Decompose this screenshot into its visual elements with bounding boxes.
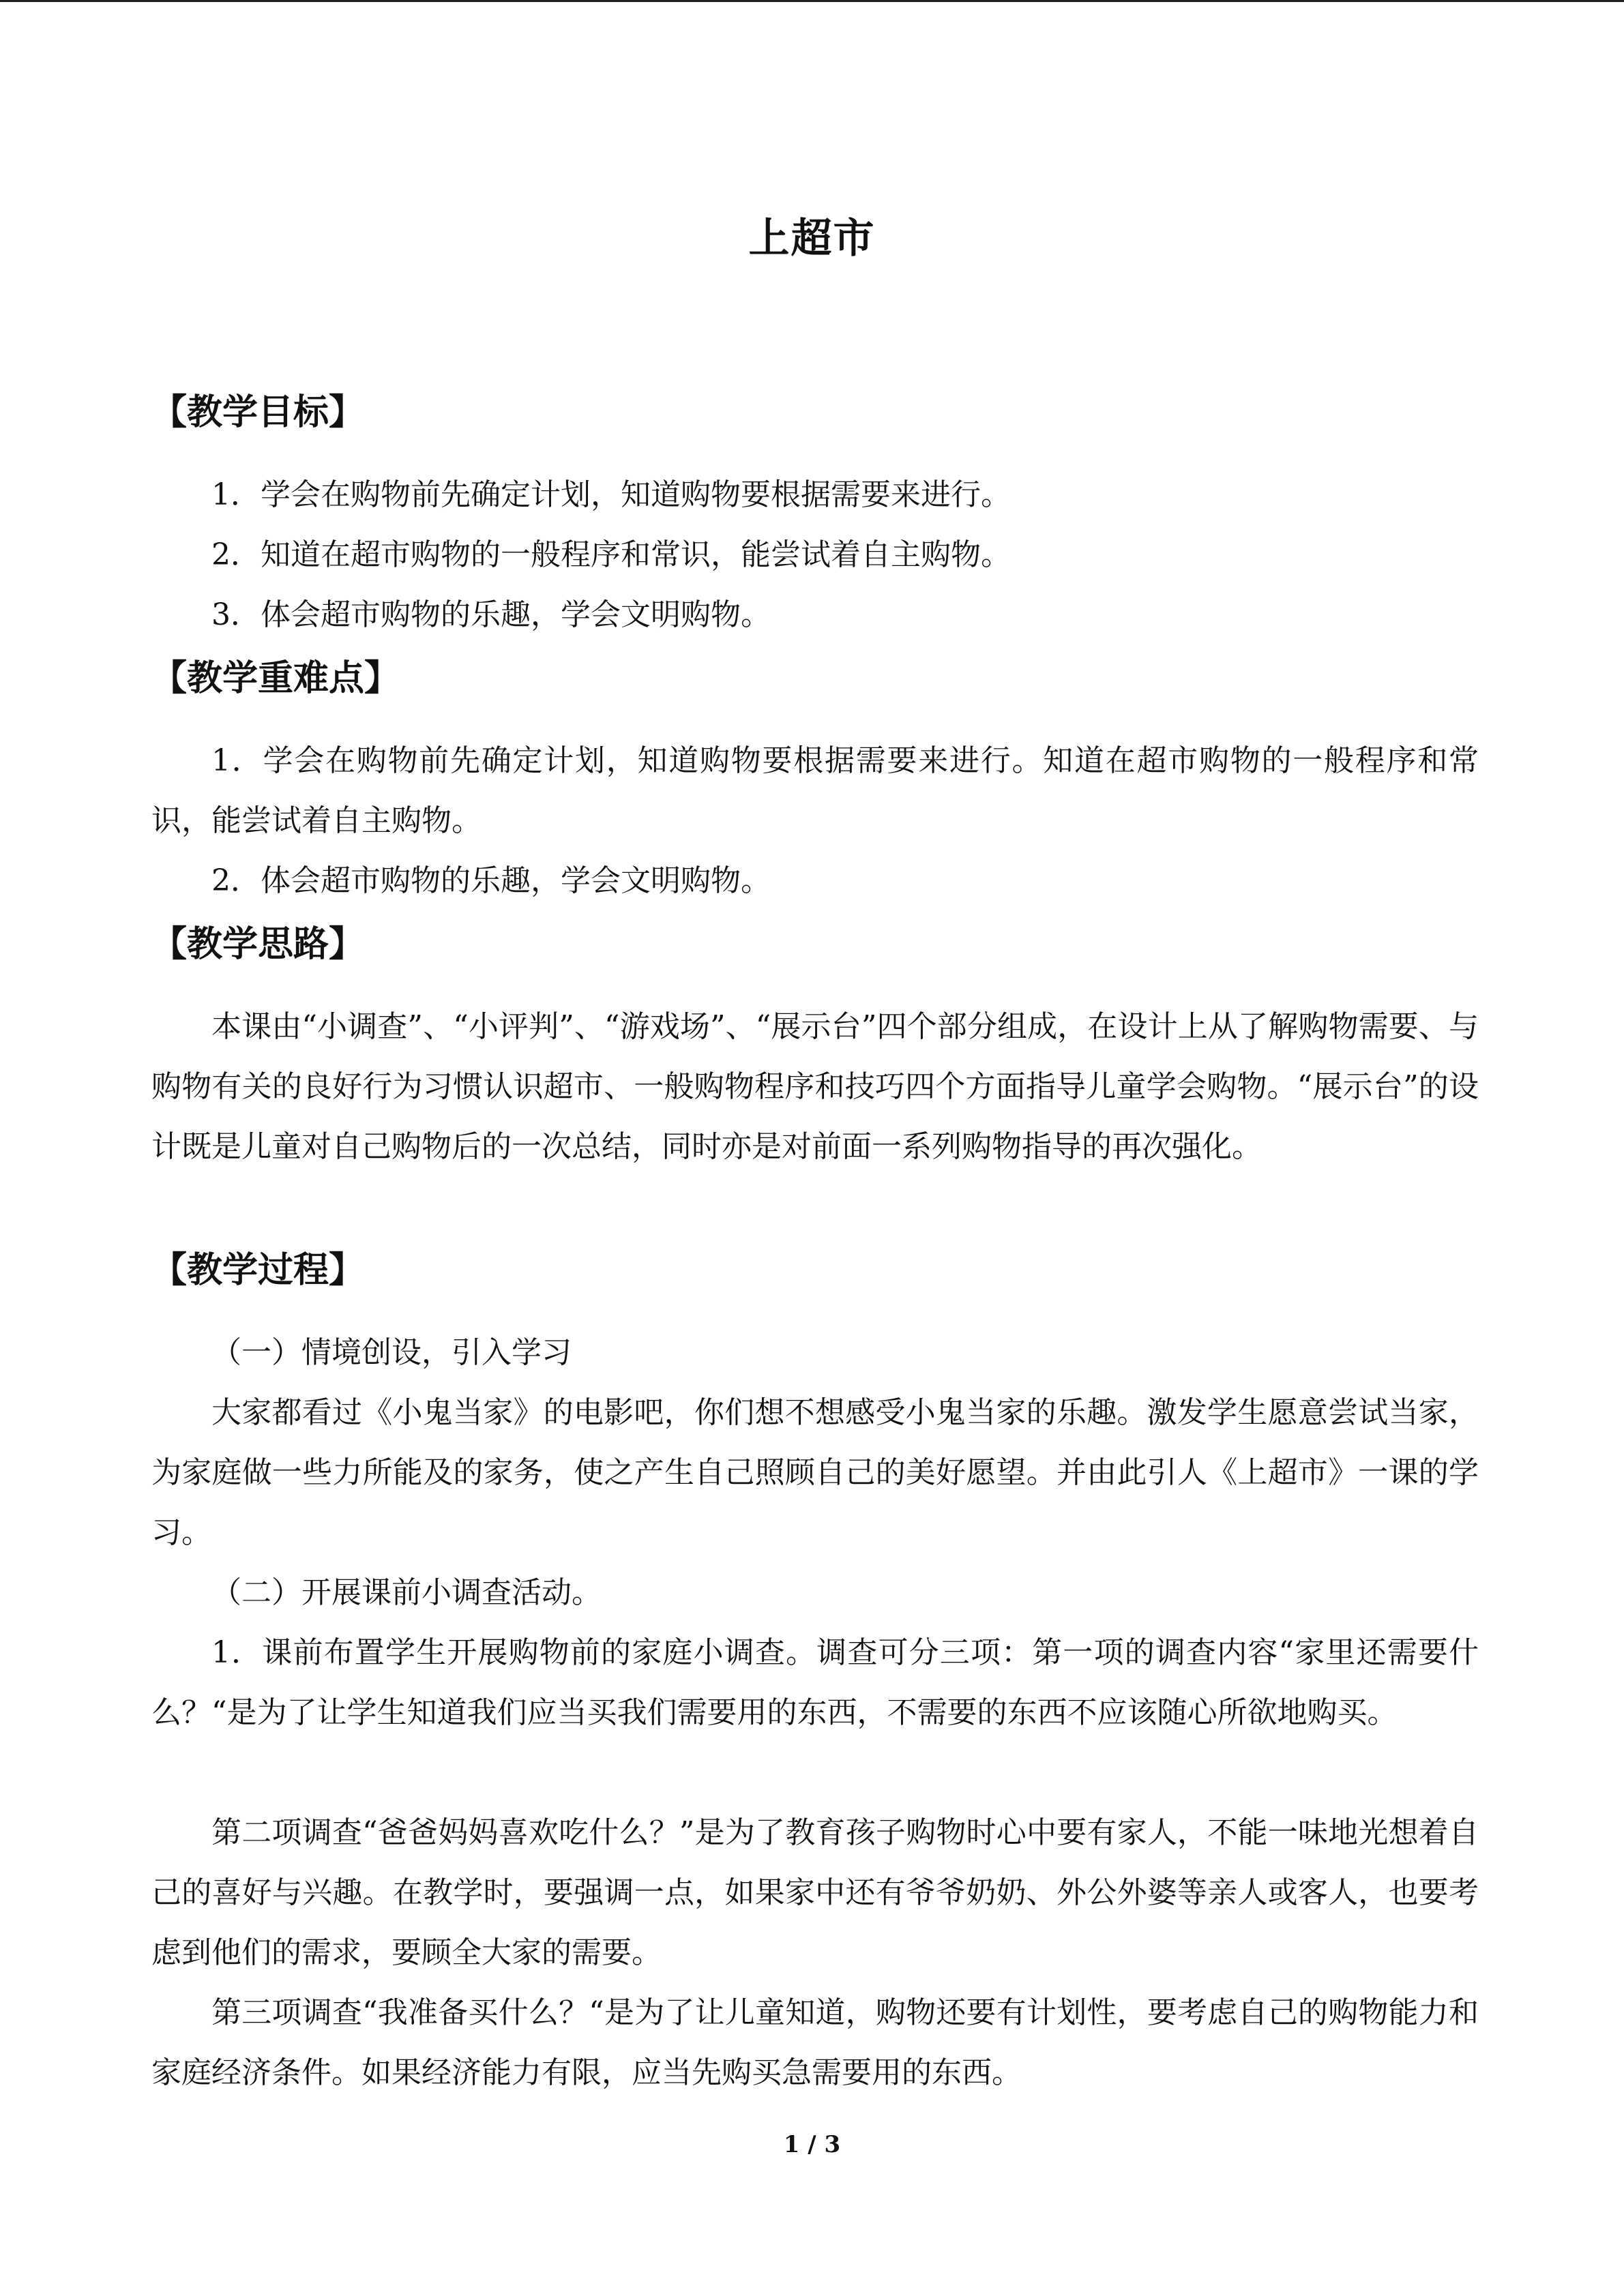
heading-approach: 【教学思路】: [151, 924, 365, 965]
page-indicator: 1 / 3: [783, 2131, 841, 2158]
top-border-rule: [0, 0, 1624, 2]
page-title: 上超市: [748, 215, 876, 263]
heading-keypoints: 【教学重难点】: [151, 658, 400, 699]
process-step2-title: （二）开展课前小调查活动。: [211, 1575, 602, 1610]
process-step2-paragraph-3: 第三项调查“我准备买什么？“是为了让儿童知道，购物还要有计划性，要考虑自己的购物能力和家庭经济条件。如果经济能力有限，应当先购买急需要用的东西。: [151, 1995, 1479, 2090]
process-step1-title: （一）情境创设，引入学习: [211, 1335, 572, 1370]
heading-objectives: 【教学目标】: [151, 392, 365, 433]
objective-item-3: 3．体会超市购物的乐趣，学会文明购物。: [211, 597, 771, 632]
keypoint-item-1: 1．学会在购物前先确定计划，知道购物要根据需要来进行。知道在超市购物的一般程序和常识，能尝试着自主购物。: [151, 743, 1479, 838]
process-step2-paragraph-1: 1．课前布置学生开展购物前的家庭小调查。调查可分三项：第一项的调查内容“家里还需要什么？“是为了让学生知道我们应当买我们需要用的东西，不需要的东西不应该随心所欲地购买。: [151, 1635, 1479, 1730]
approach-paragraph: 本课由“小调查”、“小评判”、“游戏场”、“展示台”四个部分组成，在设计上从了解购物需要、与购物有关的良好行为习惯认识超市、一般购物程序和技巧四个方面指导儿童学会购物。“展示台”的设计既是儿童对自己购物后的一次总结，同时亦是对前面一系列购物指导的再次强化。: [151, 1009, 1479, 1164]
heading-process: 【教学过程】: [151, 1250, 365, 1291]
process-step2-paragraph-2: 第二项调查“爸爸妈妈喜欢吃什么？”是为了教育孩子购物时心中要有家人，不能一味地光想着自己的喜好与兴趣。在教学时，要强调一点，如果家中还有爷爷奶奶、外公外婆等亲人或客人，也要考虑到他们的需求，要顾全大家的需要。: [151, 1815, 1479, 1970]
keypoint-item-2: 2．体会超市购物的乐趣，学会文明购物。: [211, 863, 771, 898]
objective-item-1: 1．学会在购物前先确定计划，知道购物要根据需要来进行。: [211, 477, 1011, 512]
objective-item-2: 2．知道在超市购物的一般程序和常识，能尝试着自主购物。: [211, 537, 1011, 572]
process-step1-paragraph: 大家都看过《小鬼当家》的电影吧，你们想不想感受小鬼当家的乐趣。激发学生愿意尝试当家，为家庭做一些力所能及的家务，使之产生自己照顾自己的美好愿望。并由此引人《上超市》一课的学习。: [151, 1395, 1479, 1550]
